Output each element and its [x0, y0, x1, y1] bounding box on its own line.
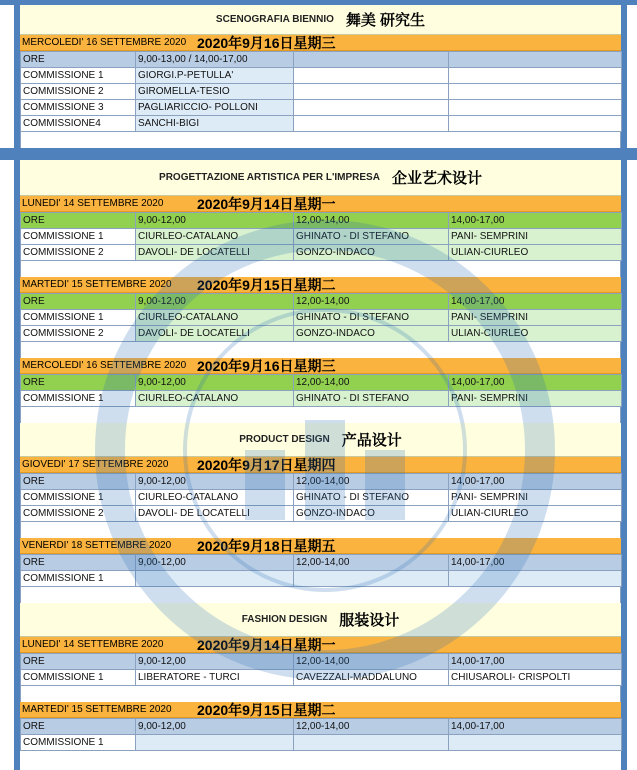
cell: ORE	[21, 555, 136, 571]
table-row	[21, 52, 622, 68]
day-header	[20, 358, 621, 374]
cell: 12,00-14,00	[294, 474, 449, 490]
table-row	[21, 719, 622, 735]
cell	[136, 571, 294, 587]
cell: 9,00-12,00	[136, 474, 294, 490]
cell: 14,00-17,00	[449, 474, 622, 490]
section-progettazione	[20, 160, 621, 751]
cell: PAGLIARICCIO- POLLONI	[136, 100, 294, 116]
cell: COMMISSIONE 2	[21, 84, 136, 100]
day-header	[20, 35, 621, 51]
cell: 12,00-14,00	[294, 654, 449, 670]
cell: GONZO-INDACO	[294, 245, 449, 261]
cell	[449, 100, 622, 116]
cell: DAVOLI- DE LOCATELLI	[136, 506, 294, 522]
cell	[294, 52, 449, 68]
cell: 9,00-12,00	[136, 294, 294, 310]
cell	[294, 571, 449, 587]
schedule-table	[20, 374, 622, 407]
day-header	[20, 457, 621, 473]
cell: GIROMELLA-TESIO	[136, 84, 294, 100]
cell: ORE	[21, 474, 136, 490]
cell: COMMISSIONE 2	[21, 245, 136, 261]
row-spacer	[20, 587, 621, 603]
schedule-table	[20, 212, 622, 261]
cell: DAVOLI- DE LOCATELLI	[136, 326, 294, 342]
table-row	[21, 116, 622, 132]
cell: GHINATO - DI STEFANO	[294, 229, 449, 245]
cell: 12,00-14,00	[294, 719, 449, 735]
day-header	[20, 702, 621, 718]
cell: 12,00-14,00	[294, 213, 449, 229]
table-row	[21, 375, 622, 391]
cell: COMMISSIONE 1	[21, 229, 136, 245]
day-header	[20, 196, 621, 212]
cell: GONZO-INDACO	[294, 326, 449, 342]
day-label-zh: 2020年9月16日星期三	[197, 34, 336, 51]
section-title-it: FASHION DESIGN	[241, 614, 328, 625]
schedule-table	[20, 293, 622, 342]
day-header	[20, 637, 621, 653]
cell: 12,00-14,00	[294, 294, 449, 310]
cell: 14,00-17,00	[449, 294, 622, 310]
day-label-it: LUNEDI' 14 SETTEMBRE 2020	[22, 198, 164, 209]
cell: 9,00-12,00	[136, 654, 294, 670]
table-row	[21, 68, 622, 84]
day-header	[20, 277, 621, 293]
cell: CIURLEO-CATALANO	[136, 391, 294, 407]
day-label-zh: 2020年9月15日星期二	[197, 276, 336, 293]
cell	[449, 52, 622, 68]
section-title	[20, 423, 621, 457]
cell: ORE	[21, 52, 136, 68]
cell: COMMISSIONE 1	[21, 735, 136, 751]
day-label-zh: 2020年9月16日星期三	[197, 357, 336, 374]
day-label-zh: 2020年9月14日星期一	[197, 636, 336, 653]
cell: COMMISSIONE 1	[21, 310, 136, 326]
table-row	[21, 213, 622, 229]
section-title-it: PRODUCT DESIGN	[239, 434, 330, 445]
day-label-it: MERCOLEDI' 16 SETTEMBRE 2020	[22, 37, 187, 48]
cell: ULIAN-CIURLEO	[449, 326, 622, 342]
cell: 9,00-12,00	[136, 719, 294, 735]
schedule-table	[20, 554, 622, 587]
day-label-zh: 2020年9月15日星期二	[197, 701, 336, 718]
cell	[449, 116, 622, 132]
cell	[294, 84, 449, 100]
cell: COMMISSIONE 3	[21, 100, 136, 116]
section-title	[20, 160, 621, 196]
cell: COMMISSIONE4	[21, 116, 136, 132]
row-spacer	[20, 407, 621, 423]
table-row	[21, 555, 622, 571]
section-title-it: PROGETTAZIONE ARTISTICA PER L'IMPRESA	[159, 172, 380, 183]
cell	[449, 68, 622, 84]
section-scenografia	[20, 5, 621, 148]
day-header	[20, 538, 621, 554]
day-label-it: GIOVEDI' 17 SETTEMBRE 2020	[22, 459, 169, 470]
cell: 12,00-14,00	[294, 375, 449, 391]
cell: CHIUSAROLI- CRISPOLTI	[449, 670, 622, 686]
section-title-zh: 服装设计	[339, 612, 400, 629]
section-title-it: SCENOGRAFIA BIENNIO	[215, 14, 334, 25]
table-row	[21, 229, 622, 245]
schedule-table	[20, 653, 622, 686]
cell: COMMISSIONE 2	[21, 326, 136, 342]
cell: COMMISSIONE 1	[21, 490, 136, 506]
cell: GHINATO - DI STEFANO	[294, 391, 449, 407]
section-title-zh: 产品设计	[341, 432, 402, 449]
cell: COMMISSIONE 1	[21, 68, 136, 84]
cell: CAVEZZALI-MADDALUNO	[294, 670, 449, 686]
table-row	[21, 84, 622, 100]
schedule-table	[20, 473, 622, 522]
cell: ORE	[21, 719, 136, 735]
cell: 14,00-17,00	[449, 654, 622, 670]
table-row	[21, 326, 622, 342]
section-title-zh: 企业艺术设计	[391, 170, 482, 187]
cell: 9,00-12,00	[136, 555, 294, 571]
day-label-zh: 2020年9月18日星期五	[197, 537, 336, 554]
cell: PANI- SEMPRINI	[449, 490, 622, 506]
cell: GHINATO - DI STEFANO	[294, 490, 449, 506]
day-label-it: MARTEDI' 15 SETTEMBRE 2020	[22, 279, 172, 290]
day-label-it: MERCOLEDI' 16 SETTEMBRE 2020	[22, 360, 187, 371]
section-title	[20, 603, 621, 637]
cell: COMMISSIONE 1	[21, 391, 136, 407]
cell: 14,00-17,00	[449, 213, 622, 229]
section-title	[20, 5, 621, 35]
table-row	[21, 670, 622, 686]
cell: PANI- SEMPRINI	[449, 310, 622, 326]
cell	[294, 735, 449, 751]
cell: 14,00-17,00	[449, 719, 622, 735]
table-row	[21, 391, 622, 407]
cell: ORE	[21, 375, 136, 391]
day-label-zh: 2020年9月17日星期四	[197, 456, 336, 473]
cell: SANCHI-BIGI	[136, 116, 294, 132]
cell: COMMISSIONE 2	[21, 506, 136, 522]
day-label-it: LUNEDI' 14 SETTEMBRE 2020	[22, 639, 164, 650]
schedule-table	[20, 51, 622, 132]
cell: DAVOLI- DE LOCATELLI	[136, 245, 294, 261]
cell: ORE	[21, 654, 136, 670]
cell	[449, 735, 622, 751]
cell: PANI- SEMPRINI	[449, 391, 622, 407]
row-spacer	[20, 132, 621, 148]
table-row	[21, 474, 622, 490]
cell	[294, 100, 449, 116]
cell: GONZO-INDACO	[294, 506, 449, 522]
cell	[294, 68, 449, 84]
table-row	[21, 490, 622, 506]
cell: 9,00-12,00	[136, 213, 294, 229]
cell: 9,00-12,00	[136, 375, 294, 391]
table-row	[21, 506, 622, 522]
cell: ORE	[21, 213, 136, 229]
cell	[449, 84, 622, 100]
cell: CIURLEO-CATALANO	[136, 310, 294, 326]
cell: CIURLEO-CATALANO	[136, 229, 294, 245]
table-row	[21, 245, 622, 261]
cell: 12,00-14,00	[294, 555, 449, 571]
table-row	[21, 310, 622, 326]
table-row	[21, 571, 622, 587]
cell: 9,00-13,00 / 14,00-17,00	[136, 52, 294, 68]
day-label-it: VENERDI' 18 SETTEMBRE 2020	[22, 540, 172, 551]
day-label-zh: 2020年9月14日星期一	[197, 195, 336, 212]
table-row	[21, 100, 622, 116]
cell: GHINATO - DI STEFANO	[294, 310, 449, 326]
cell: PANI- SEMPRINI	[449, 229, 622, 245]
cell	[294, 116, 449, 132]
cell: ULIAN-CIURLEO	[449, 245, 622, 261]
cell: CIURLEO-CATALANO	[136, 490, 294, 506]
cell	[136, 735, 294, 751]
cell: COMMISSIONE 1	[21, 670, 136, 686]
cell: LIBERATORE - TURCI	[136, 670, 294, 686]
cell: ULIAN-CIURLEO	[449, 506, 622, 522]
day-label-it: MARTEDI' 15 SETTEMBRE 2020	[22, 704, 172, 715]
table-row	[21, 294, 622, 310]
cell: 14,00-17,00	[449, 555, 622, 571]
table-row	[21, 735, 622, 751]
table-row	[21, 654, 622, 670]
cell: ORE	[21, 294, 136, 310]
cell	[449, 571, 622, 587]
section-title-zh: 舞美 研究生	[345, 12, 426, 29]
section-divider	[0, 148, 637, 160]
cell: 14,00-17,00	[449, 375, 622, 391]
cell: GIORGI.P-PETULLA'	[136, 68, 294, 84]
cell: COMMISSIONE 1	[21, 571, 136, 587]
schedule-table	[20, 718, 622, 751]
